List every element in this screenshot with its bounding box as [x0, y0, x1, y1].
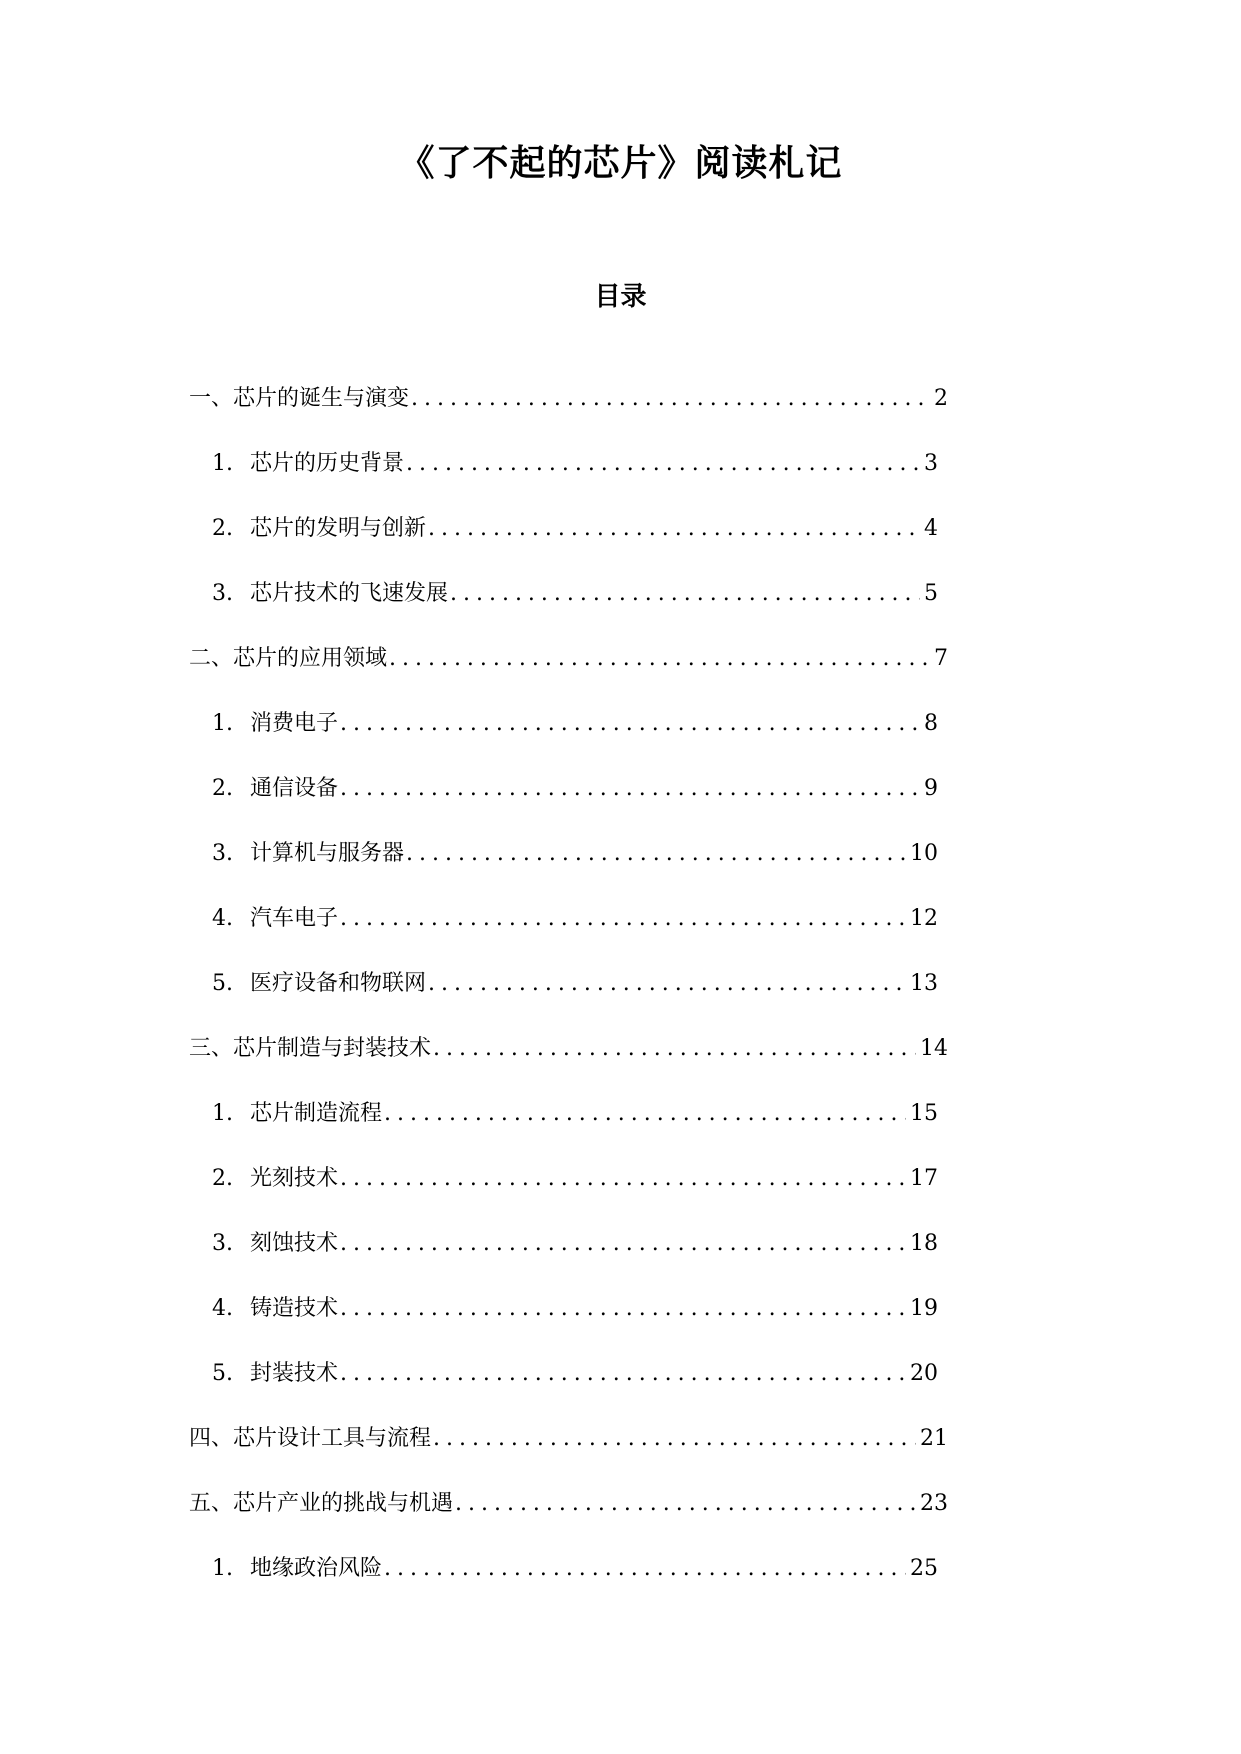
toc-heading: 目录 — [594, 282, 647, 312]
toc-entry-number: 3. — [212, 581, 233, 606]
toc-dot-leader — [426, 513, 920, 545]
toc-page-number: 3 — [924, 451, 938, 476]
toc-entry-number: 1. — [212, 1556, 233, 1581]
toc-entry-text: 封装技术 — [250, 1361, 339, 1386]
toc-entry-text: 汽车电子 — [250, 906, 339, 931]
toc-entry-text: 五、芯片产业的挑战与机遇 — [189, 1491, 454, 1516]
toc-page-number: 17 — [910, 1166, 938, 1191]
toc-page-number: 4 — [924, 516, 938, 541]
toc-page-number: 7 — [934, 646, 948, 671]
toc-entry-number: 4. — [212, 1296, 233, 1321]
document-title: 《了不起的芯片》阅读札记 — [398, 143, 843, 184]
toc-page-number: 14 — [920, 1036, 948, 1061]
toc-section-entry[interactable] — [0, 1163, 938, 1228]
toc-section-entry[interactable] — [0, 1358, 938, 1423]
toc-dot-leader — [338, 903, 906, 935]
toc-dot-leader — [338, 1293, 906, 1325]
toc-dot-leader — [404, 838, 906, 870]
toc-section-entry[interactable] — [0, 513, 938, 578]
toc-section-entry[interactable] — [0, 838, 938, 903]
toc-section-entry[interactable] — [0, 578, 938, 643]
toc-entry-text: 医疗设备和物联网 — [250, 971, 427, 996]
toc-entry-text: 消费电子 — [250, 711, 339, 736]
toc-entry-number: 2. — [212, 1166, 233, 1191]
toc-dot-leader — [382, 1553, 906, 1585]
toc-dot-leader — [387, 643, 930, 675]
toc-page-number: 25 — [910, 1556, 938, 1581]
toc-entry-text: 芯片技术的飞速发展 — [250, 581, 449, 606]
toc-page-number: 2 — [934, 386, 948, 411]
toc-page-number: 9 — [924, 776, 938, 801]
toc-entry-text: 四、芯片设计工具与流程 — [189, 1426, 432, 1451]
toc-section-entry[interactable] — [0, 968, 938, 1033]
toc-dot-leader — [426, 968, 906, 1000]
toc-entry-number: 2. — [212, 516, 233, 541]
toc-page-number: 21 — [920, 1426, 948, 1451]
toc-dot-leader — [338, 1358, 906, 1390]
toc-section-entry[interactable] — [0, 773, 938, 838]
toc-section-entry[interactable] — [0, 708, 938, 773]
toc-entry-text: 一、芯片的诞生与演变 — [189, 386, 410, 411]
toc-entry-number: 4. — [212, 906, 233, 931]
toc-page-number: 23 — [920, 1491, 948, 1516]
toc-entry-text: 计算机与服务器 — [250, 841, 405, 866]
toc-dot-leader — [338, 1163, 906, 1195]
toc-page-number: 15 — [910, 1101, 938, 1126]
toc-entry-text: 芯片制造流程 — [250, 1101, 383, 1126]
toc-entry-text: 刻蚀技术 — [250, 1231, 339, 1256]
toc-entry-number: 2. — [212, 776, 233, 801]
toc-dot-leader — [338, 1228, 906, 1260]
toc-dot-leader — [431, 1423, 916, 1455]
toc-section-entry[interactable] — [0, 1098, 938, 1163]
toc-chapter-entry[interactable] — [0, 1033, 948, 1098]
toc-page-number: 10 — [910, 841, 938, 866]
toc-dot-leader — [409, 383, 930, 415]
toc-entry-text: 通信设备 — [250, 776, 339, 801]
toc-entry-number: 5. — [212, 971, 233, 996]
toc-section-entry[interactable] — [0, 903, 938, 968]
toc-entry-text: 三、芯片制造与封装技术 — [189, 1036, 432, 1061]
toc-section-entry[interactable] — [0, 1553, 938, 1618]
toc-section-entry[interactable] — [0, 1228, 938, 1293]
toc-entry-text: 二、芯片的应用领域 — [189, 646, 388, 671]
toc-chapter-entry[interactable] — [0, 383, 948, 448]
toc-dot-leader — [338, 773, 920, 805]
toc-dot-leader — [453, 1488, 916, 1520]
toc-entry-text: 光刻技术 — [250, 1166, 339, 1191]
toc-entry-text: 铸造技术 — [250, 1296, 339, 1321]
toc-page-number: 12 — [910, 906, 938, 931]
toc-chapter-entry[interactable] — [0, 1488, 948, 1553]
toc-dot-leader — [448, 578, 920, 610]
toc-entry-number: 3. — [212, 841, 233, 866]
toc-page-number: 20 — [910, 1361, 938, 1386]
toc-dot-leader — [338, 708, 920, 740]
toc-section-entry[interactable] — [0, 1293, 938, 1358]
toc-section-entry[interactable] — [0, 448, 938, 513]
toc-entry-number: 1. — [212, 1101, 233, 1126]
toc-chapter-entry[interactable] — [0, 643, 948, 708]
toc-page-number: 19 — [910, 1296, 938, 1321]
toc-page-number: 18 — [910, 1231, 938, 1256]
toc-dot-leader — [382, 1098, 906, 1130]
toc-entry-number: 1. — [212, 451, 233, 476]
toc-page-number: 8 — [924, 711, 938, 736]
table-of-contents — [0, 383, 1241, 1618]
toc-entry-number: 1. — [212, 711, 233, 736]
toc-entry-text: 芯片的发明与创新 — [250, 516, 427, 541]
toc-page-number: 13 — [910, 971, 938, 996]
toc-entry-text: 芯片的历史背景 — [250, 451, 405, 476]
toc-entry-number: 5. — [212, 1361, 233, 1386]
toc-entry-text: 地缘政治风险 — [250, 1556, 383, 1581]
toc-page-number: 5 — [924, 581, 938, 606]
toc-dot-leader — [404, 448, 920, 480]
toc-entry-number: 3. — [212, 1231, 233, 1256]
toc-chapter-entry[interactable] — [0, 1423, 948, 1488]
toc-dot-leader — [431, 1033, 916, 1065]
